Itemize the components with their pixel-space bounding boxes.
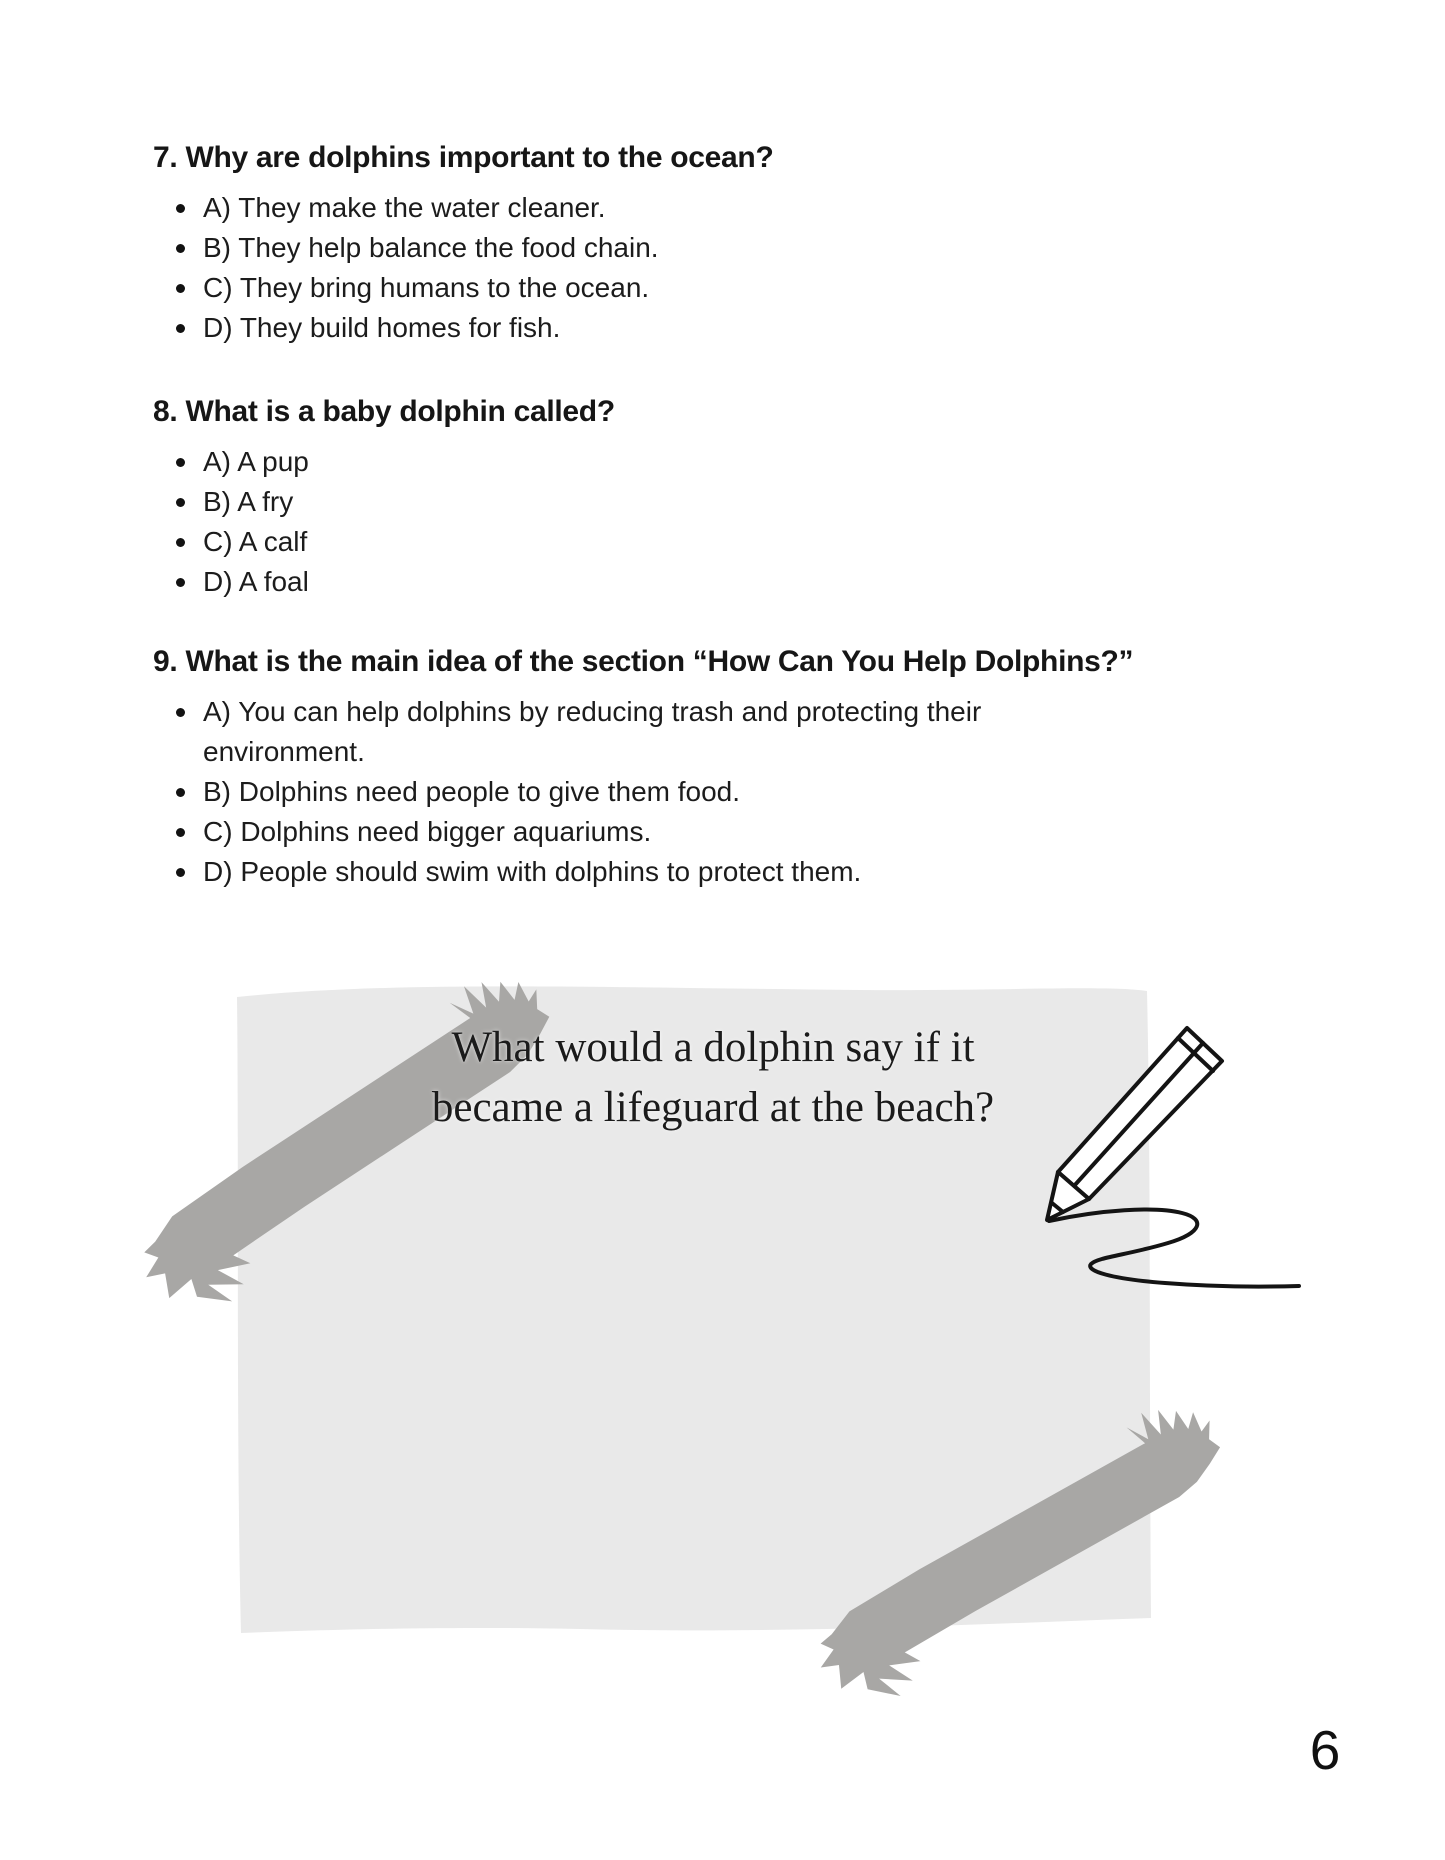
answer-option-label: B) A fry (203, 486, 294, 517)
question-8-options (153, 442, 1323, 602)
answer-option-label: C) Dolphins need bigger aquariums. (203, 816, 652, 847)
answer-option (153, 228, 1323, 268)
answer-option (153, 442, 1323, 482)
question-8-prompt: 8. What is a baby dolphin called? (153, 395, 615, 428)
writing-prompt-line2: became a lifeguard at the beach? (431, 1084, 995, 1131)
writing-prompt-text (253, 1018, 1173, 1138)
writing-prompt-line1: What would a dolphin say if it (451, 1024, 975, 1071)
bullet-icon (176, 324, 185, 333)
answer-option-label: B) Dolphins need people to give them food. (203, 776, 741, 807)
question-7-options (153, 188, 1323, 348)
answer-option-label: D) They build homes for fish. (203, 312, 561, 343)
answer-option (153, 692, 1323, 772)
bullet-icon (176, 578, 185, 587)
answer-option (153, 852, 1323, 892)
answer-option-label: A) They make the water cleaner. (203, 192, 606, 223)
bullet-icon (176, 204, 185, 213)
bullet-icon (176, 788, 185, 797)
answer-option-label: D) People should swim with dolphins to protect them. (203, 856, 862, 887)
answer-option (153, 562, 1323, 602)
question-9-options (153, 692, 1323, 892)
bullet-icon (176, 868, 185, 877)
page-number: 6 (1309, 1719, 1341, 1781)
answer-option (153, 812, 1323, 852)
quiz-section (153, 138, 1323, 892)
bullet-icon (176, 458, 185, 467)
answer-option (153, 482, 1323, 522)
answer-option (153, 188, 1323, 228)
bullet-icon (176, 708, 185, 717)
bullet-icon (176, 284, 185, 293)
question-7 (153, 138, 1323, 348)
question-7-prompt: 7. Why are dolphins important to the ocean? (153, 141, 774, 174)
bullet-icon (176, 538, 185, 547)
question-8 (153, 392, 1323, 602)
answer-option-label: B) They help balance the food chain. (203, 232, 659, 263)
bullet-icon (176, 828, 185, 837)
answer-option (153, 308, 1323, 348)
answer-option (153, 772, 1323, 812)
answer-option-label: C) A calf (203, 526, 308, 557)
answer-option-label: A) A pup (203, 446, 309, 477)
question-9-prompt: 9. What is the main idea of the section “How Can You Help Dolphins?” (153, 645, 1134, 678)
answer-option-label: A) You can help dolphins by reducing trash and protecting their environment. (203, 696, 982, 767)
answer-option (153, 522, 1323, 562)
answer-option (153, 268, 1323, 308)
bullet-icon (176, 244, 185, 253)
question-9 (153, 642, 1323, 892)
bullet-icon (176, 498, 185, 507)
answer-option-label: D) A foal (203, 566, 309, 597)
answer-option-label: C) They bring humans to the ocean. (203, 272, 650, 303)
